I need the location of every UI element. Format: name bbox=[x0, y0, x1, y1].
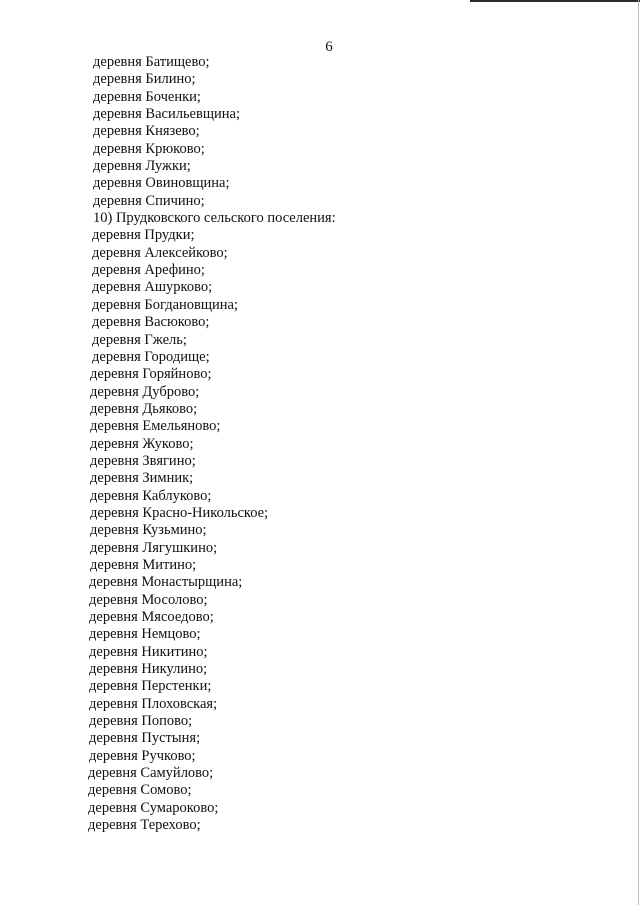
list-item: деревня Перстенки; bbox=[89, 678, 212, 695]
list-item: деревня Овиновщина; bbox=[93, 175, 230, 192]
list-item: деревня Монастырщина; bbox=[89, 574, 243, 591]
list-item: деревня Боченки; bbox=[93, 88, 201, 105]
list-item: деревня Арефино; bbox=[92, 262, 205, 279]
list-item: деревня Сомово; bbox=[88, 782, 192, 799]
list-item: деревня Емельяново; bbox=[90, 418, 221, 435]
list-item: деревня Гжель; bbox=[92, 331, 187, 348]
list-item: деревня Крюково; bbox=[93, 140, 205, 157]
list-item: деревня Лужки; bbox=[93, 158, 191, 175]
list-item: деревня Дуброво; bbox=[90, 383, 200, 400]
list-item: деревня Мясоедово; bbox=[89, 609, 214, 625]
list-item: деревня Каблуково; bbox=[90, 487, 212, 504]
list-item: деревня Билино; bbox=[93, 71, 196, 88]
settlement-list bbox=[88, 54, 608, 834]
list-item: деревня Прудки; bbox=[92, 227, 195, 244]
list-item: деревня Никитино; bbox=[89, 643, 208, 660]
list-item: деревня Батищево; bbox=[93, 54, 210, 70]
section-heading: 10) Прудковского сельского поселения: bbox=[93, 210, 336, 227]
list-item: деревня Самуйлово; bbox=[88, 765, 214, 782]
list-item: деревня Митино; bbox=[90, 556, 197, 573]
list-item: деревня Ашурково; bbox=[92, 279, 213, 296]
list-item: деревня Немцово; bbox=[89, 626, 201, 643]
list-item: деревня Ручково; bbox=[89, 747, 196, 764]
list-item: деревня Спичино; bbox=[93, 192, 205, 209]
list-item: деревня Богдановщина; bbox=[92, 296, 239, 313]
list-item: деревня Васильевщина; bbox=[93, 106, 240, 123]
list-item: деревня Звягино; bbox=[90, 452, 196, 469]
list-item: деревня Никулино; bbox=[89, 661, 208, 678]
list-item: деревня Горяйново; bbox=[90, 366, 212, 383]
list-item: деревня Плоховская; bbox=[89, 695, 218, 712]
list-item: деревня Красно-Никольское; bbox=[90, 504, 269, 521]
list-item: деревня Дьяково; bbox=[90, 400, 198, 417]
list-item: деревня Алексейково; bbox=[92, 244, 228, 261]
scan-edge-right bbox=[638, 0, 639, 905]
list-item: деревня Попово; bbox=[89, 713, 193, 730]
scan-edge-top bbox=[470, 0, 640, 2]
list-item: деревня Князево; bbox=[93, 123, 200, 140]
list-item: деревня Городище; bbox=[92, 348, 210, 365]
page-number: 6 bbox=[325, 39, 333, 55]
list-item: деревня Терехово; bbox=[88, 817, 201, 834]
list-item: деревня Зимник; bbox=[90, 470, 194, 487]
list-item: деревня Пустыня; bbox=[89, 730, 201, 747]
list-item: деревня Сумароково; bbox=[88, 799, 219, 816]
list-item: деревня Жуково; bbox=[90, 435, 194, 452]
list-item: деревня Васюково; bbox=[92, 314, 210, 331]
list-item: деревня Кузьмино; bbox=[90, 522, 207, 539]
list-item: деревня Лягушкино; bbox=[90, 539, 218, 556]
list-item: деревня Мосолово; bbox=[89, 591, 208, 608]
